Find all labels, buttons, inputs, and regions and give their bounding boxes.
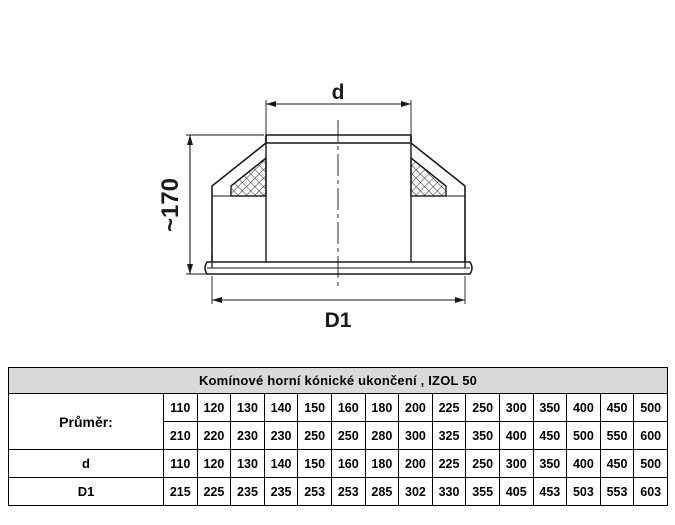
cell: 500 [634, 450, 668, 478]
cell: 280 [365, 422, 399, 450]
cell: 230 [264, 422, 298, 450]
cell: 220 [197, 422, 231, 450]
dimension-d [266, 81, 411, 140]
spec-table [8, 367, 668, 506]
cell: 250 [298, 422, 332, 450]
row-label-d: d [9, 450, 164, 478]
cell: 400 [499, 422, 533, 450]
cell: 160 [331, 450, 365, 478]
cell: 110 [164, 394, 198, 422]
cell: 210 [164, 422, 198, 450]
cell: 330 [432, 478, 466, 506]
dimension-d-label: d [331, 81, 345, 104]
cell: 300 [499, 394, 533, 422]
cell: 503 [567, 478, 601, 506]
cell: 400 [567, 394, 601, 422]
cell: 150 [298, 450, 332, 478]
cell: 250 [331, 422, 365, 450]
cell: 215 [164, 478, 198, 506]
cell: 350 [533, 394, 567, 422]
cell: 405 [499, 478, 533, 506]
cell: 140 [264, 450, 298, 478]
cell: 150 [298, 394, 332, 422]
cell: 120 [197, 450, 231, 478]
cell: 225 [432, 450, 466, 478]
cell: 200 [399, 450, 433, 478]
cell: 450 [533, 422, 567, 450]
cell: 350 [466, 422, 500, 450]
cell: 225 [432, 394, 466, 422]
cell: 325 [432, 422, 466, 450]
cell: 235 [231, 478, 265, 506]
cell: 600 [634, 422, 668, 450]
cell: 230 [231, 422, 265, 450]
cell: 253 [298, 478, 332, 506]
dimension-D1-label: D1 [324, 309, 352, 332]
table-row [9, 478, 668, 506]
cell: 180 [365, 394, 399, 422]
cell: 450 [600, 450, 634, 478]
cell: 553 [600, 478, 634, 506]
cell: 355 [466, 478, 500, 506]
cell: 302 [399, 478, 433, 506]
cell: 130 [231, 450, 265, 478]
cell: 450 [600, 394, 634, 422]
table-row [9, 394, 668, 422]
table-title-row [9, 368, 668, 394]
cell: 300 [399, 422, 433, 450]
cell: 453 [533, 478, 567, 506]
cell: 235 [264, 478, 298, 506]
spec-table-container [8, 367, 667, 506]
cell: 500 [567, 422, 601, 450]
cell: 250 [466, 394, 500, 422]
cell: 253 [331, 478, 365, 506]
cell: 300 [499, 450, 533, 478]
dimension-height-label: ~170 [157, 177, 184, 233]
row-label-diameter: Průměr: [9, 394, 164, 450]
cell: 180 [365, 450, 399, 478]
cell: 500 [634, 394, 668, 422]
cell: 225 [197, 478, 231, 506]
cell: 400 [567, 450, 601, 478]
row-label-D1: D1 [9, 478, 164, 506]
cell: 160 [331, 394, 365, 422]
cell: 550 [600, 422, 634, 450]
cell: 130 [231, 394, 265, 422]
cell: 120 [197, 394, 231, 422]
table-body [9, 394, 668, 506]
cell: 200 [399, 394, 433, 422]
cell: 140 [264, 394, 298, 422]
cone-body [205, 135, 472, 274]
cell: 250 [466, 450, 500, 478]
table-title: Komínové horní kónické ukončení , IZOL 50 [9, 368, 668, 394]
cell: 285 [365, 478, 399, 506]
cell: 110 [164, 450, 198, 478]
cell: 603 [634, 478, 668, 506]
dimension-D1 [212, 276, 465, 332]
table-row [9, 450, 668, 478]
cell: 350 [533, 450, 567, 478]
